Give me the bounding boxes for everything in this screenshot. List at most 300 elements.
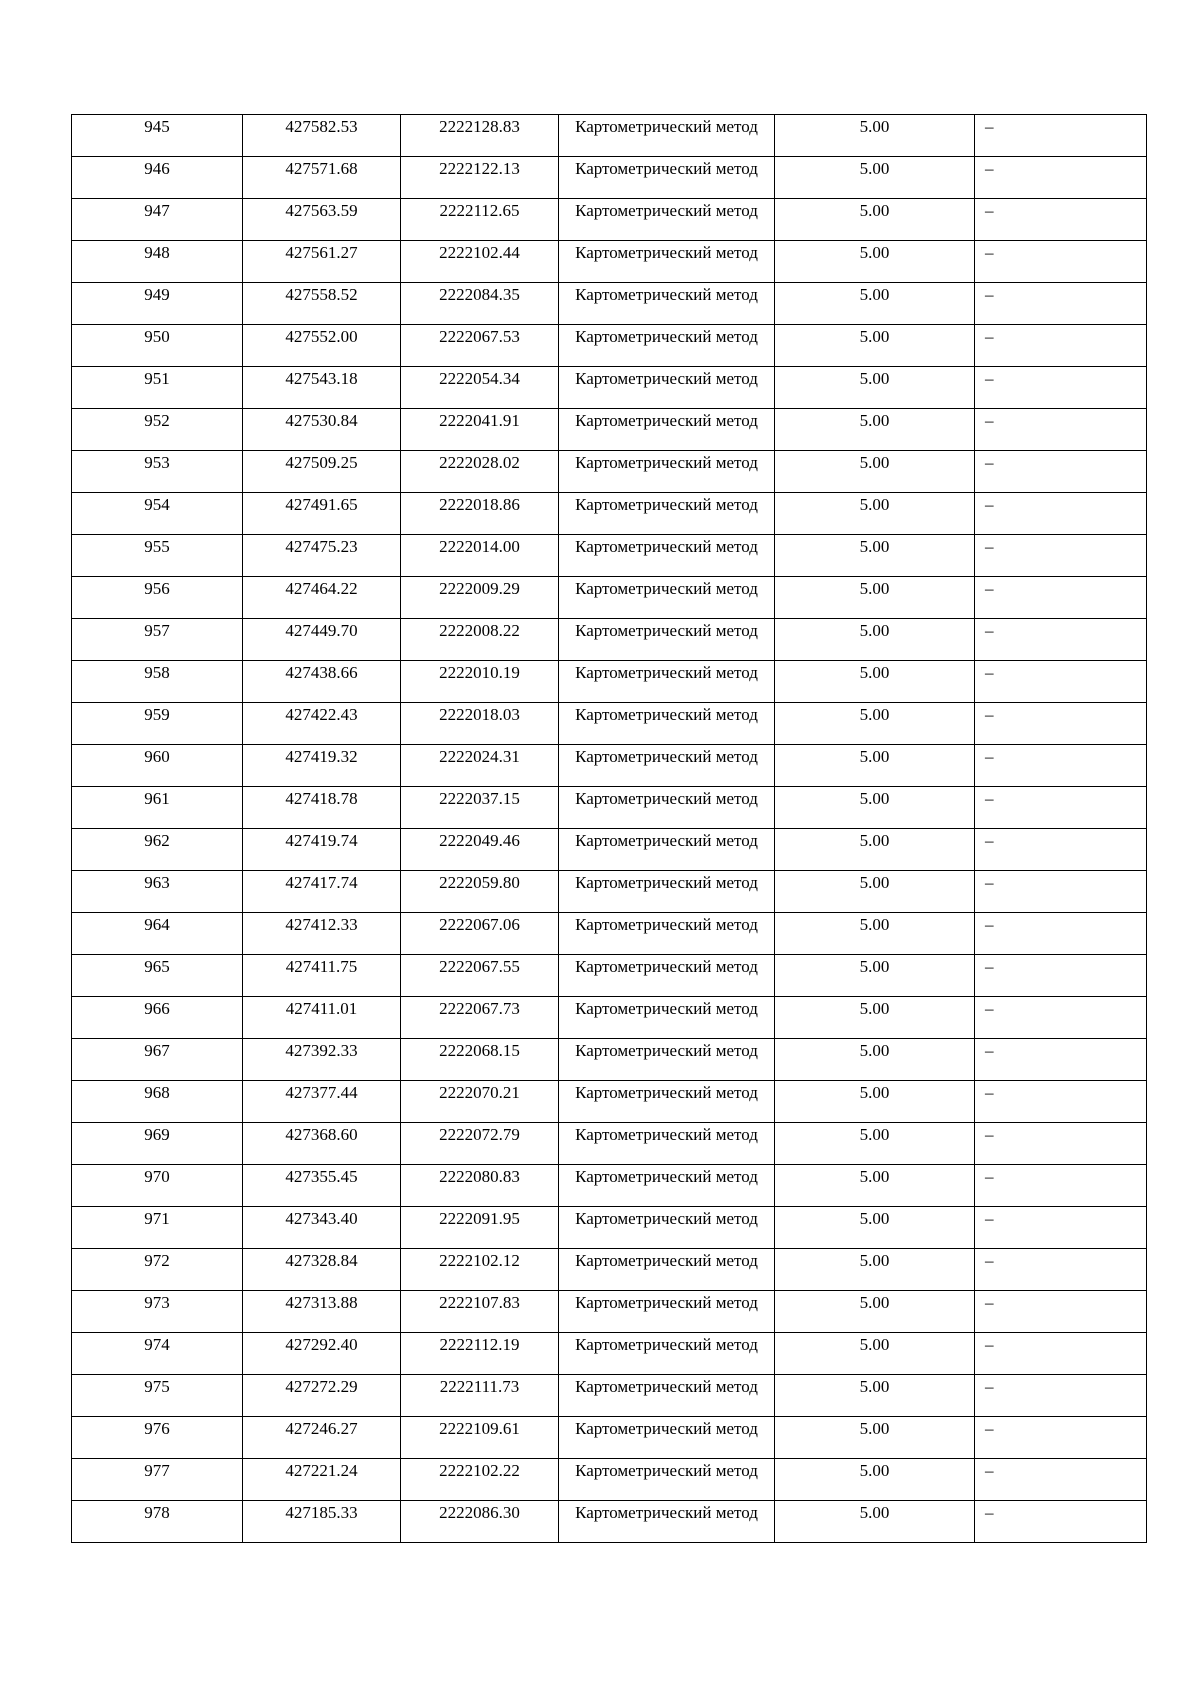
note-cell-text: – [985,621,994,640]
note-cell [975,577,1147,619]
y-coordinate-cell [401,1459,559,1501]
point-number-cell-text: 952 [144,411,170,430]
method-cell [559,1333,775,1375]
note-cell-text: – [985,789,994,808]
accuracy-cell-text: 5.00 [859,1125,890,1144]
point-number-cell [72,1375,243,1417]
x-coordinate-cell [243,955,401,997]
point-number-cell-text: 958 [144,663,170,682]
table-row [72,283,1147,325]
note-cell [975,1417,1147,1459]
y-coordinate-cell-text: 2222112.19 [439,1335,520,1354]
note-cell [975,283,1147,325]
point-number-cell [72,1333,243,1375]
x-coordinate-cell [243,661,401,703]
method-cell [559,1417,775,1459]
method-cell [559,157,775,199]
table-row [72,661,1147,703]
point-number-cell-text: 970 [144,1167,170,1186]
x-coordinate-cell [243,1165,401,1207]
y-coordinate-cell-text: 2222067.55 [439,957,520,976]
accuracy-cell-text: 5.00 [859,117,890,136]
x-coordinate-cell-text: 427292.40 [285,1335,358,1354]
x-coordinate-cell-text: 427343.40 [285,1209,358,1228]
x-coordinate-cell [243,577,401,619]
method-cell-text: Картометрический метод [575,663,758,682]
point-number-cell-text: 956 [144,579,170,598]
note-cell-text: – [985,873,994,892]
accuracy-cell-text: 5.00 [859,873,890,892]
note-cell-text: – [985,831,994,850]
method-cell-text: Картометрический метод [575,243,758,262]
note-cell-text: – [985,957,994,976]
note-cell-text: – [985,705,994,724]
y-coordinate-cell [401,787,559,829]
method-cell-text: Картометрический метод [575,1041,758,1060]
method-cell-text: Картометрический метод [575,159,758,178]
x-coordinate-cell [243,1039,401,1081]
point-number-cell-text: 948 [144,243,170,262]
x-coordinate-cell-text: 427509.25 [285,453,358,472]
table-row [72,1333,1147,1375]
point-number-cell [72,913,243,955]
accuracy-cell-text: 5.00 [859,999,890,1018]
y-coordinate-cell [401,913,559,955]
method-cell [559,1165,775,1207]
accuracy-cell-text: 5.00 [859,453,890,472]
accuracy-cell [775,1333,975,1375]
note-cell [975,871,1147,913]
method-cell-text: Картометрический метод [575,201,758,220]
note-cell-text: – [985,747,994,766]
accuracy-cell-text: 5.00 [859,1209,890,1228]
method-cell [559,367,775,409]
note-cell [975,1249,1147,1291]
point-number-cell-text: 950 [144,327,170,346]
table-row [72,703,1147,745]
y-coordinate-cell [401,493,559,535]
accuracy-cell [775,619,975,661]
y-coordinate-cell [401,535,559,577]
point-number-cell [72,1249,243,1291]
note-cell-text: – [985,1377,994,1396]
x-coordinate-cell [243,871,401,913]
note-cell [975,997,1147,1039]
y-coordinate-cell-text: 2222028.02 [439,453,520,472]
table-row [72,997,1147,1039]
point-number-cell [72,829,243,871]
method-cell-text: Картометрический метод [575,327,758,346]
x-coordinate-cell [243,157,401,199]
x-coordinate-cell-text: 427422.43 [285,705,358,724]
method-cell [559,871,775,913]
accuracy-cell-text: 5.00 [859,579,890,598]
y-coordinate-cell-text: 2222009.29 [439,579,520,598]
y-coordinate-cell-text: 2222109.61 [439,1419,520,1438]
accuracy-cell-text: 5.00 [859,285,890,304]
point-number-cell [72,409,243,451]
y-coordinate-cell [401,661,559,703]
y-coordinate-cell [401,619,559,661]
y-coordinate-cell-text: 2222107.83 [439,1293,520,1312]
x-coordinate-cell [243,913,401,955]
accuracy-cell-text: 5.00 [859,411,890,430]
accuracy-cell [775,1375,975,1417]
method-cell [559,535,775,577]
y-coordinate-cell [401,283,559,325]
table-row [72,577,1147,619]
accuracy-cell [775,1459,975,1501]
x-coordinate-cell [243,997,401,1039]
note-cell-text: – [985,1083,994,1102]
x-coordinate-cell-text: 427561.27 [285,243,358,262]
x-coordinate-cell-text: 427392.33 [285,1041,358,1060]
y-coordinate-cell [401,1165,559,1207]
y-coordinate-cell [401,199,559,241]
x-coordinate-cell [243,283,401,325]
y-coordinate-cell-text: 2222059.80 [439,873,520,892]
y-coordinate-cell-text: 2222067.73 [439,999,520,1018]
point-number-cell-text: 978 [144,1503,170,1522]
coordinates-table [71,114,1147,1543]
table-row [72,1081,1147,1123]
point-number-cell [72,1459,243,1501]
point-number-cell-text: 963 [144,873,170,892]
note-cell [975,619,1147,661]
point-number-cell [72,1123,243,1165]
accuracy-cell-text: 5.00 [859,663,890,682]
x-coordinate-cell-text: 427246.27 [285,1419,358,1438]
method-cell-text: Картометрический метод [575,789,758,808]
method-cell [559,1291,775,1333]
x-coordinate-cell-text: 427377.44 [285,1083,358,1102]
table-row [72,619,1147,661]
method-cell [559,409,775,451]
method-cell [559,199,775,241]
accuracy-cell [775,1081,975,1123]
point-number-cell-text: 962 [144,831,170,850]
note-cell [975,1081,1147,1123]
x-coordinate-cell-text: 427571.68 [285,159,358,178]
table-row [72,451,1147,493]
point-number-cell [72,997,243,1039]
y-coordinate-cell [401,157,559,199]
table-row [72,535,1147,577]
x-coordinate-cell-text: 427412.33 [285,915,358,934]
point-number-cell [72,1165,243,1207]
y-coordinate-cell-text: 2222018.03 [439,705,520,724]
method-cell [559,997,775,1039]
y-coordinate-cell-text: 2222018.86 [439,495,520,514]
note-cell [975,955,1147,997]
y-coordinate-cell-text: 2222070.21 [439,1083,520,1102]
method-cell-text: Картометрический метод [575,873,758,892]
x-coordinate-cell [243,451,401,493]
note-cell [975,1207,1147,1249]
point-number-cell-text: 964 [144,915,170,934]
method-cell-text: Картометрический метод [575,117,758,136]
table-row [72,1123,1147,1165]
y-coordinate-cell-text: 2222010.19 [439,663,520,682]
table-row [72,1039,1147,1081]
note-cell-text: – [985,1209,994,1228]
accuracy-cell-text: 5.00 [859,957,890,976]
note-cell [975,241,1147,283]
accuracy-cell-text: 5.00 [859,1335,890,1354]
y-coordinate-cell [401,1081,559,1123]
x-coordinate-cell [243,115,401,157]
table-row [72,1501,1147,1543]
point-number-cell [72,787,243,829]
accuracy-cell-text: 5.00 [859,1251,890,1270]
accuracy-cell [775,661,975,703]
x-coordinate-cell-text: 427475.23 [285,537,358,556]
accuracy-cell-text: 5.00 [859,495,890,514]
point-number-cell [72,451,243,493]
x-coordinate-cell-text: 427417.74 [285,873,358,892]
note-cell [975,913,1147,955]
note-cell-text: – [985,411,994,430]
accuracy-cell-text: 5.00 [859,1293,890,1312]
y-coordinate-cell [401,1417,559,1459]
method-cell-text: Картометрический метод [575,453,758,472]
accuracy-cell [775,1291,975,1333]
note-cell [975,1039,1147,1081]
y-coordinate-cell [401,241,559,283]
accuracy-cell-text: 5.00 [859,537,890,556]
point-number-cell-text: 954 [144,495,170,514]
accuracy-cell [775,451,975,493]
y-coordinate-cell [401,745,559,787]
point-number-cell-text: 961 [144,789,170,808]
point-number-cell-text: 966 [144,999,170,1018]
note-cell-text: – [985,915,994,934]
note-cell-text: – [985,663,994,682]
x-coordinate-cell-text: 427368.60 [285,1125,358,1144]
note-cell [975,829,1147,871]
x-coordinate-cell [243,199,401,241]
note-cell [975,745,1147,787]
y-coordinate-cell-text: 2222122.13 [439,159,520,178]
method-cell [559,661,775,703]
note-cell [975,409,1147,451]
x-coordinate-cell [243,703,401,745]
note-cell-text: – [985,579,994,598]
method-cell [559,1081,775,1123]
method-cell-text: Картометрический метод [575,1377,758,1396]
y-coordinate-cell [401,1039,559,1081]
table-row [72,955,1147,997]
method-cell-text: Картометрический метод [575,747,758,766]
accuracy-cell [775,1501,975,1543]
x-coordinate-cell [243,367,401,409]
note-cell-text: – [985,117,994,136]
method-cell [559,115,775,157]
table-row [72,325,1147,367]
x-coordinate-cell-text: 427185.33 [285,1503,358,1522]
point-number-cell-text: 972 [144,1251,170,1270]
note-cell-text: – [985,453,994,472]
x-coordinate-cell [243,619,401,661]
x-coordinate-cell [243,1333,401,1375]
note-cell [975,1165,1147,1207]
note-cell-text: – [985,327,994,346]
y-coordinate-cell [401,1333,559,1375]
point-number-cell [72,955,243,997]
point-number-cell [72,325,243,367]
x-coordinate-cell-text: 427563.59 [285,201,358,220]
accuracy-cell [775,745,975,787]
note-cell [975,1123,1147,1165]
note-cell-text: – [985,1335,994,1354]
y-coordinate-cell [401,1207,559,1249]
accuracy-cell [775,577,975,619]
y-coordinate-cell [401,829,559,871]
y-coordinate-cell-text: 2222008.22 [439,621,520,640]
y-coordinate-cell-text: 2222024.31 [439,747,520,766]
method-cell [559,955,775,997]
note-cell-text: – [985,1041,994,1060]
x-coordinate-cell [243,241,401,283]
accuracy-cell-text: 5.00 [859,1503,890,1522]
point-number-cell-text: 953 [144,453,170,472]
y-coordinate-cell [401,1291,559,1333]
method-cell [559,829,775,871]
point-number-cell [72,199,243,241]
y-coordinate-cell [401,367,559,409]
point-number-cell-text: 971 [144,1209,170,1228]
x-coordinate-cell-text: 427411.01 [285,999,358,1018]
y-coordinate-cell-text: 2222112.65 [439,201,520,220]
x-coordinate-cell-text: 427313.88 [285,1293,358,1312]
accuracy-cell [775,241,975,283]
table-row [72,1375,1147,1417]
note-cell-text: – [985,1419,994,1438]
method-cell-text: Картометрический метод [575,579,758,598]
note-cell-text: – [985,1461,994,1480]
point-number-cell [72,871,243,913]
point-number-cell [72,1291,243,1333]
method-cell-text: Картометрический метод [575,621,758,640]
y-coordinate-cell [401,115,559,157]
accuracy-cell [775,913,975,955]
x-coordinate-cell-text: 427411.75 [285,957,358,976]
method-cell-text: Картометрический метод [575,915,758,934]
note-cell-text: – [985,201,994,220]
table-row [72,493,1147,535]
point-number-cell-text: 977 [144,1461,170,1480]
note-cell [975,367,1147,409]
accuracy-cell-text: 5.00 [859,327,890,346]
x-coordinate-cell [243,1459,401,1501]
method-cell [559,1459,775,1501]
method-cell-text: Картометрический метод [575,1125,758,1144]
point-number-cell-text: 959 [144,705,170,724]
point-number-cell [72,1207,243,1249]
method-cell-text: Картометрический метод [575,957,758,976]
accuracy-cell [775,493,975,535]
x-coordinate-cell [243,787,401,829]
point-number-cell-text: 957 [144,621,170,640]
table-body [72,115,1147,1543]
method-cell [559,1123,775,1165]
accuracy-cell [775,871,975,913]
point-number-cell [72,283,243,325]
x-coordinate-cell-text: 427449.70 [285,621,358,640]
note-cell-text: – [985,1251,994,1270]
note-cell [975,199,1147,241]
x-coordinate-cell [243,745,401,787]
point-number-cell [72,1501,243,1543]
method-cell [559,787,775,829]
y-coordinate-cell-text: 2222080.83 [439,1167,520,1186]
y-coordinate-cell [401,871,559,913]
note-cell [975,661,1147,703]
table-row [72,1417,1147,1459]
x-coordinate-cell-text: 427552.00 [285,327,358,346]
note-cell [975,1375,1147,1417]
y-coordinate-cell-text: 2222102.44 [439,243,520,262]
method-cell-text: Картометрический метод [575,369,758,388]
note-cell [975,1459,1147,1501]
x-coordinate-cell-text: 427221.24 [285,1461,358,1480]
y-coordinate-cell [401,1375,559,1417]
x-coordinate-cell-text: 427272.29 [285,1377,358,1396]
method-cell-text: Картометрический метод [575,999,758,1018]
method-cell [559,577,775,619]
point-number-cell [72,1417,243,1459]
y-coordinate-cell [401,1501,559,1543]
point-number-cell-text: 951 [144,369,170,388]
y-coordinate-cell-text: 2222102.12 [439,1251,520,1270]
table-row [72,241,1147,283]
y-coordinate-cell [401,577,559,619]
accuracy-cell-text: 5.00 [859,201,890,220]
accuracy-cell [775,997,975,1039]
accuracy-cell [775,703,975,745]
accuracy-cell-text: 5.00 [859,369,890,388]
point-number-cell [72,577,243,619]
method-cell [559,1501,775,1543]
y-coordinate-cell-text: 2222072.79 [439,1125,520,1144]
accuracy-cell-text: 5.00 [859,831,890,850]
accuracy-cell [775,157,975,199]
table-row [72,409,1147,451]
x-coordinate-cell [243,1375,401,1417]
x-coordinate-cell-text: 427355.45 [285,1167,358,1186]
x-coordinate-cell-text: 427530.84 [285,411,358,430]
accuracy-cell [775,1417,975,1459]
point-number-cell-text: 946 [144,159,170,178]
accuracy-cell-text: 5.00 [859,1041,890,1060]
note-cell [975,1333,1147,1375]
y-coordinate-cell-text: 2222067.53 [439,327,520,346]
x-coordinate-cell [243,829,401,871]
x-coordinate-cell-text: 427582.53 [285,117,358,136]
accuracy-cell [775,787,975,829]
accuracy-cell [775,199,975,241]
note-cell [975,157,1147,199]
method-cell [559,703,775,745]
accuracy-cell-text: 5.00 [859,1377,890,1396]
table-row [72,871,1147,913]
x-coordinate-cell [243,409,401,451]
x-coordinate-cell-text: 427419.74 [285,831,358,850]
accuracy-cell [775,283,975,325]
table-row [72,1249,1147,1291]
y-coordinate-cell [401,409,559,451]
point-number-cell [72,367,243,409]
